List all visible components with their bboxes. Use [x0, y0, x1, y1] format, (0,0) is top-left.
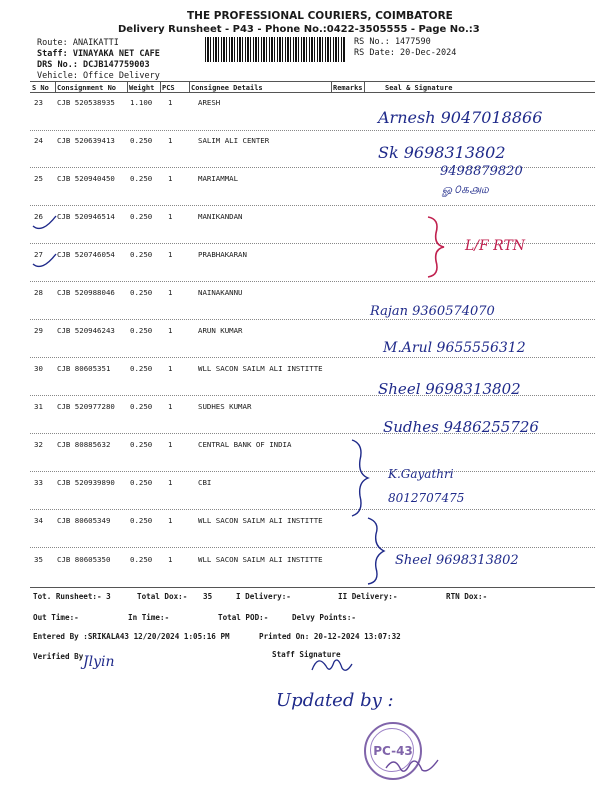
total-dox-value: 35: [203, 592, 213, 601]
row-signature: 9498879820: [440, 164, 523, 179]
col-weight: Weight: [129, 84, 155, 92]
row-weight: 0.250: [130, 212, 153, 221]
blue-brace-icon: [346, 438, 372, 518]
row-pcs: 1: [168, 440, 173, 449]
row-weight: 0.250: [130, 136, 153, 145]
total-pod-label: Total POD:-: [218, 613, 269, 622]
row-pcs: 1: [168, 364, 173, 373]
row-consignment-no: CJB 520946243: [57, 326, 115, 335]
verified-signature: Jlyin: [83, 654, 115, 670]
row-pcs: 1: [168, 555, 173, 564]
row-consignee: CBI: [198, 478, 212, 487]
col-remarks: Remarks: [333, 84, 363, 92]
row-consignment-no: CJB 520538935: [57, 98, 115, 107]
route-label: Route: ANAIKATTI: [37, 38, 119, 48]
row-consignee: SUDHES KUMAR: [198, 402, 252, 411]
row-consignee: WLL SACON SAILM ALI INSTITTE: [198, 555, 323, 564]
vehicle-label: Vehicle: Office Delivery: [37, 71, 160, 81]
stamp-text: PC-43: [373, 744, 413, 758]
row-weight: 0.250: [130, 326, 153, 335]
row-pcs: 1: [168, 402, 173, 411]
updated-by-note: Updated by :: [276, 690, 394, 711]
row-consignee: MARIAMMAL: [198, 174, 239, 183]
row-sno: 35: [34, 555, 43, 564]
row-consignee: MANIKANDAN: [198, 212, 243, 221]
row-weight: 0.250: [130, 440, 153, 449]
row-pcs: 1: [168, 212, 173, 221]
col-consignment: Consignment No: [57, 84, 117, 92]
row-pcs: 1: [168, 516, 173, 525]
col-consignee: Consignee Details: [191, 84, 263, 92]
check-mark-icon: [30, 250, 60, 272]
row-signature: Sheel 9698313802: [378, 380, 521, 398]
row-pcs: 1: [168, 98, 173, 107]
row-weight: 0.250: [130, 364, 153, 373]
col-pcs: PCS: [162, 84, 175, 92]
row-weight: 0.250: [130, 288, 153, 297]
runsheet-title: Delivery Runsheet - P43 - Phone No.:0422-3505555 - Page No.:3: [118, 24, 480, 35]
check-mark-icon: [30, 212, 60, 234]
row-consignee: CENTRAL BANK OF INDIA: [198, 440, 292, 449]
row-weight: 0.250: [130, 516, 153, 525]
row-consignee: ARESH: [198, 98, 221, 107]
verified-by-label: Verified By: [33, 652, 84, 661]
stamp-signature-scribble: [382, 752, 442, 778]
row-sno: 30: [34, 364, 43, 373]
row-consignment-no: CJB 520977280: [57, 402, 115, 411]
row-sno: 29: [34, 326, 43, 335]
rtn-dox-label: RTN Dox:-: [446, 592, 488, 601]
row-signature: M.Arul 9655556312: [383, 340, 526, 356]
row-consignee: PRABHAKARAN: [198, 250, 247, 259]
row-consignment-no: CJB 80605349: [57, 516, 111, 525]
red-brace-icon: [424, 215, 448, 279]
row-consignment-no: CJB 520946514: [57, 212, 115, 221]
row-sno: 26: [34, 212, 43, 221]
blue-brace-icon: [362, 516, 388, 586]
total-dox-label: Total Dox:-: [137, 592, 188, 601]
row-signature: Sheel 9698313802: [395, 553, 519, 568]
row-signature: Sk 9698313802: [378, 143, 506, 162]
row-weight: 0.250: [130, 555, 153, 564]
row-sno: 23: [34, 98, 43, 107]
row-signature: K.Gayathri 8012707475: [388, 467, 465, 505]
row-consignment-no: CJB 520988046: [57, 288, 115, 297]
row-consignment-no: CJB 80605350: [57, 555, 111, 564]
out-time-label: Out Time:-: [33, 613, 79, 622]
row-weight: 0.250: [130, 174, 153, 183]
staff-signature-label: Staff Signature: [272, 650, 341, 659]
row-weight: 0.250: [130, 478, 153, 487]
row-consignment-no: CJB 520639413: [57, 136, 115, 145]
row-consignee: SALIM ALI CENTER: [198, 136, 270, 145]
col-sno: S No: [32, 84, 49, 92]
row-signature: Rajan 9360574070: [370, 304, 495, 319]
i-delivery-label: I Delivery:-: [236, 592, 291, 601]
row-pcs: 1: [168, 288, 173, 297]
row-consignment-no: CJB 520939890: [57, 478, 115, 487]
tamil-script-signature: ௐ௦௧௮௰: [442, 182, 489, 196]
row-weight: 0.250: [130, 250, 153, 259]
row-sno: 27: [34, 250, 43, 259]
row-sno: 32: [34, 440, 43, 449]
entered-by: Entered By :SRIKALA43 12/20/2024 1:05:16 PM: [33, 632, 230, 641]
row-sno: 33: [34, 478, 43, 487]
rs-no-label: RS No.: 1477590: [354, 37, 431, 47]
delvy-points-label: Delvy Points:-: [292, 613, 357, 622]
printed-on: Printed On: 20-12-2024 13:07:32: [259, 632, 401, 641]
staff-signature-scribble: [308, 652, 354, 676]
row-consignment-no: CJB 520746054: [57, 250, 115, 259]
row-sno: 31: [34, 402, 43, 411]
row-consignment-no: CJB 80885632: [57, 440, 111, 449]
in-time-label: In Time:-: [128, 613, 170, 622]
rs-date-label: RS Date: 20-Dec-2024: [354, 48, 457, 58]
row-signature: Arnesh 9047018866: [378, 108, 543, 127]
row-consignment-no: CJB 80605351: [57, 364, 111, 373]
row-weight: 0.250: [130, 402, 153, 411]
row-pcs: 1: [168, 174, 173, 183]
row-sno: 34: [34, 516, 43, 525]
drs-label: DRS No.: DCJB147759003: [37, 60, 150, 70]
row-sno: 24: [34, 136, 43, 145]
row-consignment-no: CJB 520940450: [57, 174, 115, 183]
row-pcs: 1: [168, 250, 173, 259]
total-runsheet: Tot. Runsheet:- 3: [33, 592, 111, 601]
row-sno: 28: [34, 288, 43, 297]
row-consignee: NAINAKANNU: [198, 288, 243, 297]
row-consignee: WLL SACON SAILM ALI INSTITTE: [198, 364, 323, 373]
row-pcs: 1: [168, 478, 173, 487]
row-sno: 25: [34, 174, 43, 183]
return-note: L/F RTN: [465, 238, 526, 254]
company-title: THE PROFESSIONAL COURIERS, COIMBATORE: [187, 10, 453, 22]
row-consignee: ARUN KUMAR: [198, 326, 243, 335]
row-weight: 1.100: [130, 98, 153, 107]
row-signature: Sudhes 9486255726: [383, 418, 539, 436]
row-pcs: 1: [168, 136, 173, 145]
staff-label: Staff: VINAYAKA NET CAFE: [37, 49, 160, 59]
ii-delivery-label: II Delivery:-: [338, 592, 398, 601]
row-consignee: WLL SACON SAILM ALI INSTITTE: [198, 516, 323, 525]
col-seal-signature: Seal & Signature: [385, 84, 453, 92]
row-pcs: 1: [168, 326, 173, 335]
